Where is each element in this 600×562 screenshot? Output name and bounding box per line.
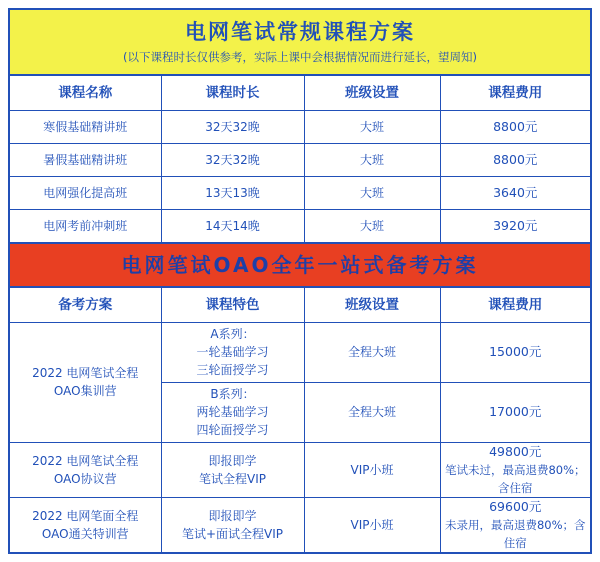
refund-note: 笔试未过，最高退费80%；含住宿 xyxy=(444,462,586,495)
feature-line: 一轮基础学习 xyxy=(196,345,269,359)
class-setting: 大班 xyxy=(304,110,440,143)
header-class-setting: 班级设置 xyxy=(304,288,440,322)
course-fee: 8800元 xyxy=(440,143,590,176)
oao-plan-title: 电网笔试OAO全年一站式备考方案 xyxy=(121,253,479,277)
plan-name-line2: OAO协议营 xyxy=(53,471,117,486)
feature-line: 两轮基础学习 xyxy=(196,405,269,419)
header-class-setting: 班级设置 xyxy=(304,76,440,110)
oao-plan-banner xyxy=(10,242,590,288)
header-course-fee: 课程费用 xyxy=(440,76,590,110)
header-course-features: 课程特色 xyxy=(161,288,304,322)
table-header-row xyxy=(10,76,590,110)
course-duration: 14天14晚 xyxy=(161,209,304,242)
class-setting: 大班 xyxy=(304,209,440,242)
course-fee: 3640元 xyxy=(440,176,590,209)
course-fee: 69600元 xyxy=(489,498,542,514)
class-setting: 大班 xyxy=(304,176,440,209)
course-name: 电网考前冲刺班 xyxy=(10,209,161,242)
course-fee-cell xyxy=(440,442,590,497)
header-course-duration: 课程时长 xyxy=(161,76,304,110)
course-name: 暑假基础精讲班 xyxy=(10,143,161,176)
regular-plan-banner xyxy=(10,10,590,76)
table-row xyxy=(10,209,590,242)
course-fee: 17000元 xyxy=(440,382,590,442)
course-fee: 3920元 xyxy=(440,209,590,242)
plan-name-line2: OAO集训营 xyxy=(53,384,117,398)
course-features-cell xyxy=(161,497,304,552)
course-duration: 32天32晚 xyxy=(161,110,304,143)
table-row xyxy=(10,322,590,382)
course-fee: 49800元 xyxy=(489,443,542,459)
course-fee: 15000元 xyxy=(440,322,590,382)
plan-name-cell xyxy=(10,322,161,442)
table-row xyxy=(10,143,590,176)
plan-name-line1: 2022 电网笔面全程 xyxy=(32,508,139,523)
class-setting: 全程大班 xyxy=(304,322,440,382)
feature-line: 四轮面授学习 xyxy=(196,423,269,437)
regular-plan-title: 电网笔试常规课程方案 xyxy=(185,20,415,44)
oao-plan-table xyxy=(10,288,590,552)
header-course-name: 课程名称 xyxy=(10,76,161,110)
class-setting: VIP小班 xyxy=(304,497,440,552)
header-plan: 备考方案 xyxy=(10,288,161,322)
refund-note: 未录用，最高退费80%；含住宿 xyxy=(444,517,586,550)
feature-line: 三轮面授学习 xyxy=(196,363,269,377)
header-course-fee: 课程费用 xyxy=(440,288,590,322)
feature-line: 笔试+面试全程VIP xyxy=(181,526,284,541)
table-row xyxy=(10,176,590,209)
feature-line: 即报即学 xyxy=(208,508,257,523)
plan-name-line1: 2022 电网笔试全程 xyxy=(32,453,139,468)
plan-name-cell xyxy=(10,497,161,552)
series-label: B系列： xyxy=(210,387,255,401)
class-setting: VIP小班 xyxy=(304,442,440,497)
course-fee: 8800元 xyxy=(440,110,590,143)
course-duration: 13天13晚 xyxy=(161,176,304,209)
table-header-row xyxy=(10,288,590,322)
course-plan-card xyxy=(8,8,592,554)
series-label: A系列： xyxy=(210,327,255,341)
plan-name-line1: 2022 电网笔试全程 xyxy=(32,366,139,380)
table-row xyxy=(10,442,590,497)
plan-name-cell xyxy=(10,442,161,497)
course-fee-cell xyxy=(440,497,590,552)
class-setting: 全程大班 xyxy=(304,382,440,442)
course-name: 电网强化提高班 xyxy=(10,176,161,209)
feature-line: 笔试全程VIP xyxy=(199,471,266,486)
feature-line: 即报即学 xyxy=(208,453,257,468)
course-features-cell xyxy=(161,382,304,442)
course-features-cell xyxy=(161,322,304,382)
regular-plan-table xyxy=(10,76,590,242)
course-features-cell xyxy=(161,442,304,497)
regular-plan-note: (以下课程时长仅供参考，实际上课中会根据情况而进行延长，望周知) xyxy=(123,50,477,64)
table-row xyxy=(10,110,590,143)
plan-name-line2: OAO通关特训营 xyxy=(41,526,129,541)
course-name: 寒假基础精讲班 xyxy=(10,110,161,143)
table-row xyxy=(10,497,590,552)
class-setting: 大班 xyxy=(304,143,440,176)
course-duration: 32天32晚 xyxy=(161,143,304,176)
